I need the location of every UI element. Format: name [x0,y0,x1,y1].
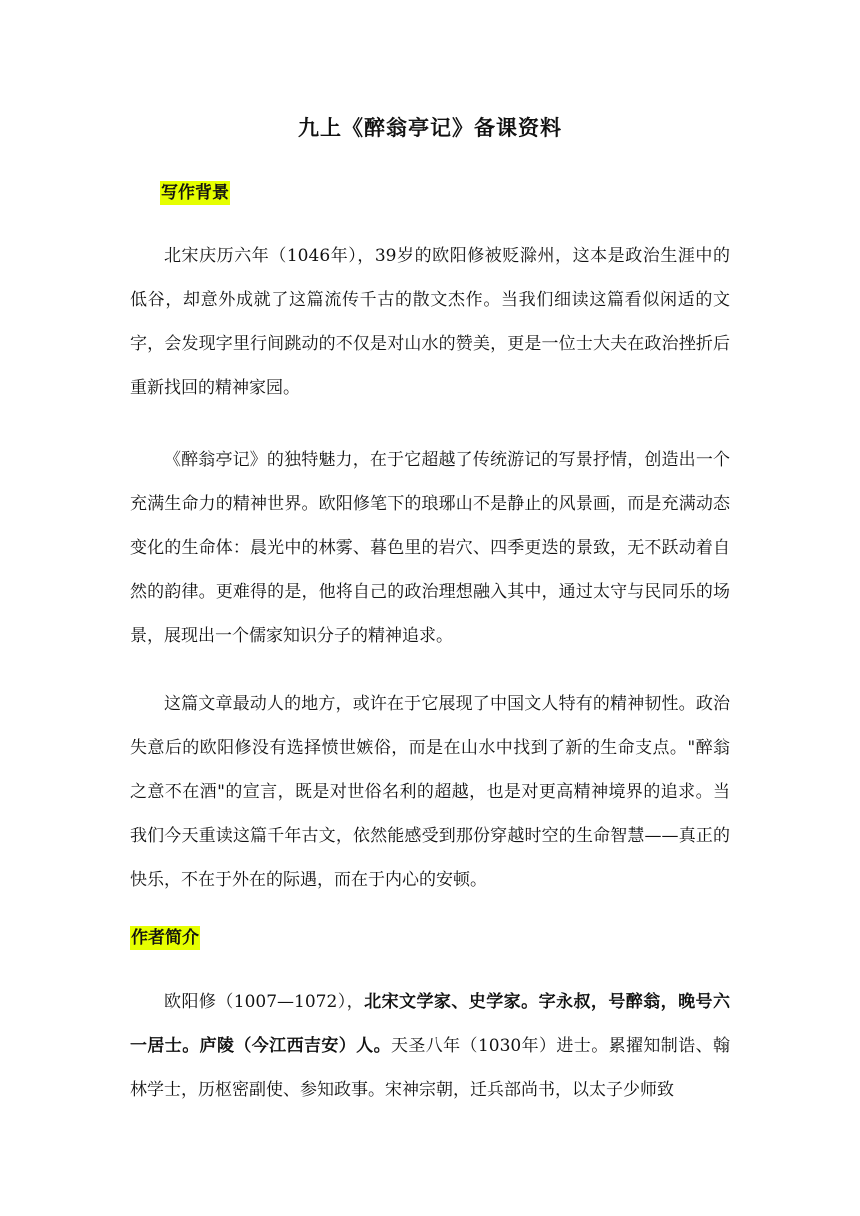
paragraph-background-3: 这篇文章最动人的地方，或许在于它展现了中国文人特有的精神韧性。政治失意后的欧阳修没有选择愤世嫉俗，而是在山水中找到了新的生命支点。"醉翁之意不在酒"的宣言，既是对世俗名利的超越，也是对更高精神境界的追求。当我们今天重读这篇千年古文，依然能感受到那份穿越时空的生命智慧——真正的快乐，不在于外在的际遇，而在于内心的安顿。 [130,694,730,890]
author-bold-text: 北宋文学家、史学家。字永叔，号醉翁，晚号六一居士。庐陵（今江西吉安）人。 [130,992,731,1056]
paragraph-author-intro [130,980,730,1112]
author-career-text: 天圣八年（1030年）进士。累擢知制诰、翰林学士，历枢密副使、参知政事。宋神宗朝，迁兵部尚书，以太子少师致 [130,1036,730,1100]
section-heading-writing-background: 写作背景 [161,183,229,203]
paragraph-background-1: 北宋庆历六年（1046年），39岁的欧阳修被贬滁州，这本是政治生涯中的低谷，却意外成就了这篇流传千古的散文杰作。当我们细读这篇看似闲适的文字，会发现字里行间跳动的不仅是对山水的赞美，更是一位士大夫在政治挫折后重新找回的精神家园。 [130,246,730,398]
section-heading-author-intro: 作者简介 [131,928,199,948]
paragraph-background-2: 《醉翁亭记》的独特魅力，在于它超越了传统游记的写景抒情，创造出一个充满生命力的精神世界。欧阳修笔下的琅琊山不是静止的风景画，而是充满动态变化的生命体：晨光中的林雾、暮色里的岩穴、四季更迭的景致，无不跃动着自然的韵律。更难得的是，他将自己的政治理想融入其中，通过太守与民同乐的场景，展现出一个儒家知识分子的精神追求。 [130,450,730,646]
author-dates-text: 欧阳修（1007—1072）， [164,992,365,1012]
document-title: 九上《醉翁亭记》备课资料 [298,116,562,140]
